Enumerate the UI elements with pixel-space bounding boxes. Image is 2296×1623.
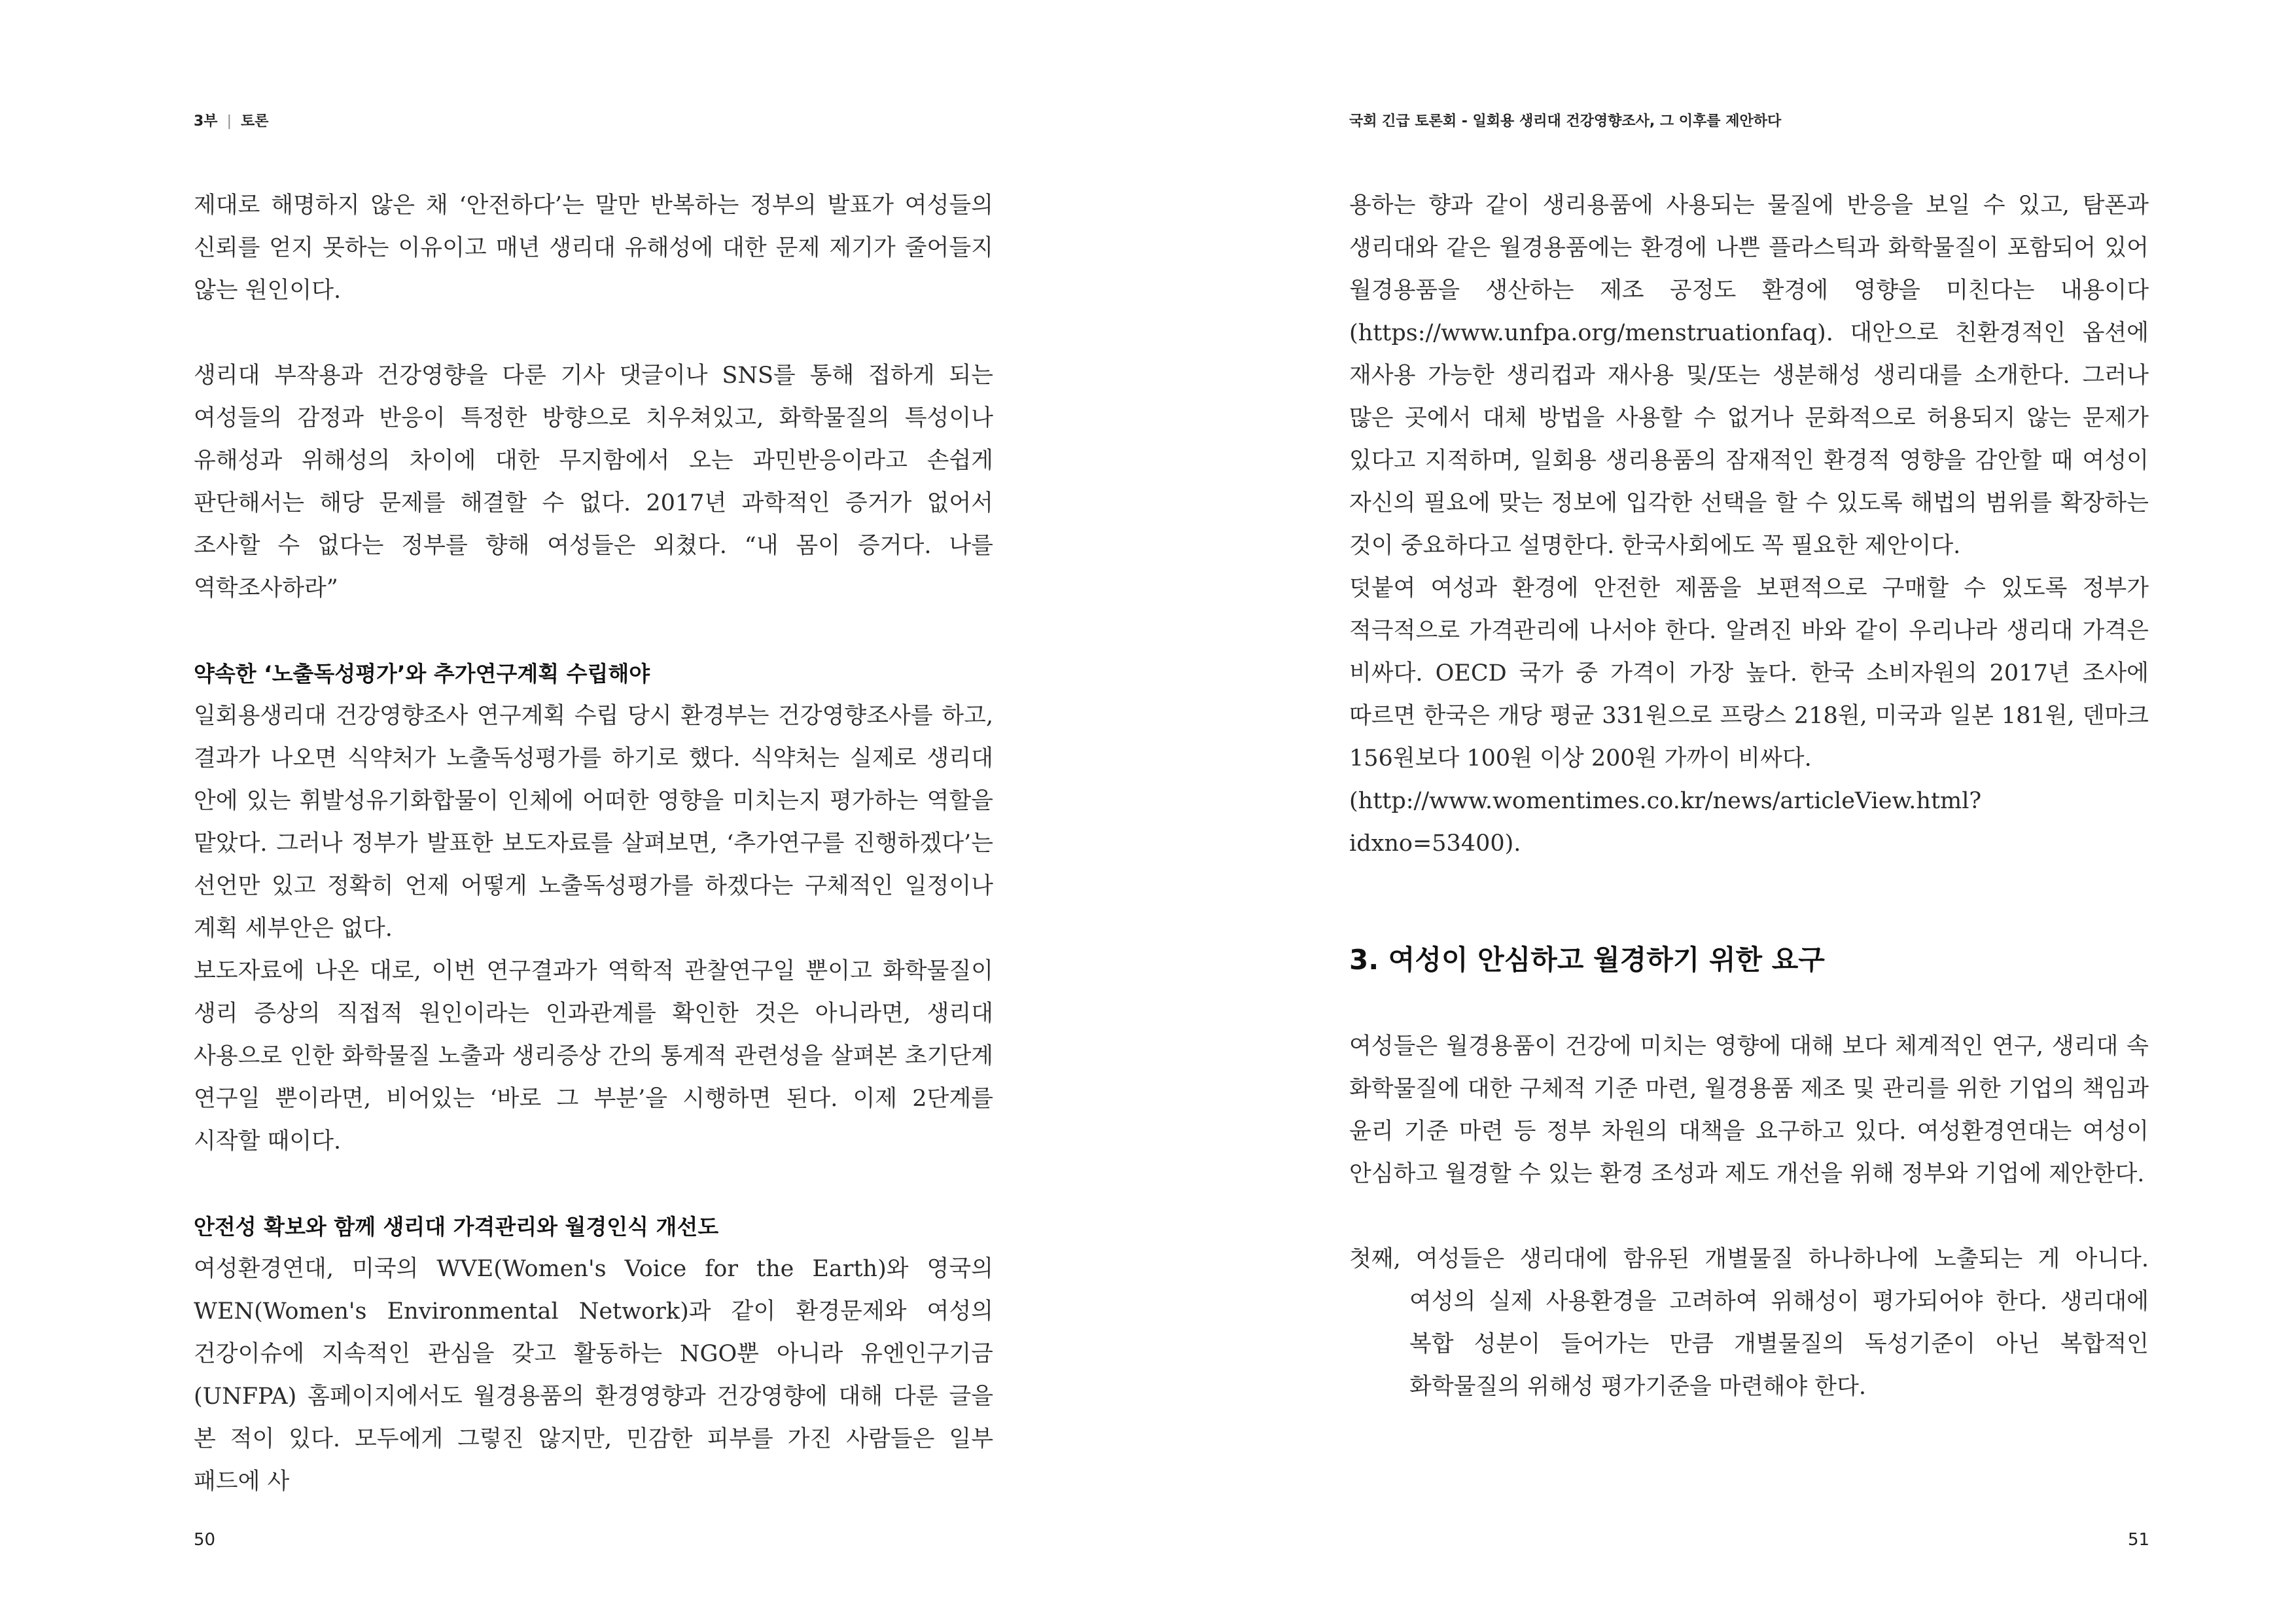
paragraph-spacer <box>1349 986 2149 1026</box>
paragraph-spacer <box>194 1163 993 1205</box>
running-head-part: 3부 <box>194 113 218 130</box>
paragraph: 여성들은 월경용품이 건강에 미치는 영향에 대해 보다 체계적인 연구, 생리대 속 화학물질에 대한 구체적 기준 마련, 월경용품 제조 및 관리를 위한 기업의 책임과 윤리 기준 마련 등 정부 차원의 대책을 요구하고 있다. 여성환경연대는 여성이 안심하고 월경할 수 있는 환경 조성과 제도 개선을 위해 정부와 기업에 제안한다. <box>1349 1033 2149 1187</box>
paragraph-spacer <box>194 312 993 355</box>
section-title: 3. 여성이 안심하고 월경하기 위한 요구 <box>1349 944 1825 976</box>
running-head-divider: | <box>226 113 232 130</box>
left-page-body <box>194 185 993 1503</box>
paragraph: 제대로 해명하지 않은 채 ‘안전하다’는 말만 반복하는 정부의 발표가 여성들의 신뢰를 얻지 못하는 이유이고 매년 생리대 유해성에 대한 문제 제기가 줄어들지 않는 원인이다. <box>194 192 993 304</box>
subheading: 안전성 확보와 함께 생리대 가격관리와 월경인식 개선도 <box>194 1214 719 1240</box>
paragraph-spacer <box>194 610 993 652</box>
paragraph: 용하는 향과 같이 생리용품에 사용되는 물질에 반응을 보일 수 있고, 탐폰과 생리대와 같은 월경용품에는 환경에 나쁜 플라스틱과 화학물질이 포함되어 있어 월경용품을 생산하는 제조 공정도 환경에 영향을 미친다는 내용이다(https://www.unfpa.org/menstruationfaq). 대안으로 친환경적인 옵션에 재사용 가능한 생리컵과 재사용 및/또는 생분해성 생리대를 소개한다. 그러나 많은 곳에서 대체 방법을 사용할 수 없거나 문화적으로 허용되지 않는 문제가 있다고 지적하며, 일회용 생리용품의 잠재적인 환경적 영향을 감안할 때 여성이 자신의 필요에 맞는 정보에 입각한 선택을 할 수 있도록 해법의 범위를 확장하는 것이 중요하다고 설명한다. 한국사회에도 꼭 필요한 제안이다. <box>1349 192 2149 559</box>
paragraph: 생리대 부작용과 건강영향을 다룬 기사 댓글이나 SNS를 통해 접하게 되는 여성들의 감정과 반응이 특정한 방향으로 치우쳐있고, 화학물질의 특성이나 유해성과 위해성의 차이에 대한 무지함에서 오는 과민반응이라고 손쉽게 판단해서는 해당 문제를 해결할 수 없다. 2017년 과학적인 증거가 없어서 조사할 수 없다는 정부를 향해 여성들은 외쳤다. “내 몸이 증거다. 나를 역학조사하라” <box>194 363 993 601</box>
paragraph: 보도자료에 나온 대로, 이번 연구결과가 역학적 관찰연구일 뿐이고 화학물질이 생리 증상의 직접적 원인이라는 인과관계를 확인한 것은 아니라면, 생리대 사용으로 인한 화학물질 노출과 생리증상 간의 통계적 관련성을 살펴본 초기단계 연구일 뿐이라면, 비어있는 ‘바로 그 부분’을 시행하면 된다. 이제 2단계를 시작할 때이다. <box>194 958 993 1154</box>
page-number-right: 51 <box>2128 1530 2150 1550</box>
subheading: 약속한 ‘노출독성평가’와 추가연구계획 수립해야 <box>194 661 650 687</box>
url-reference: (http://www.womentimes.co.kr/news/articleView.html?idxno=53400). <box>1349 788 1982 857</box>
paragraph: 일회용생리대 건강영향조사 연구계획 수립 당시 환경부는 건강영향조사를 하고, 결과가 나오면 식약처가 노출독성평가를 하기로 했다. 식약처는 실제로 생리대 안에 있는 휘발성유기화합물이 인체에 어떠한 영향을 미치는지 평가하는 역할을 맡았다. 그러나 정부가 발표한 보도자료를 살펴보면, ‘추가연구를 진행하겠다’는 선언만 있고 정확히 언제 어떻게 노출독성평가를 하겠다는 구체적인 일정이나 계획 세부안은 없다. <box>194 703 993 942</box>
paragraph: 여성환경연대, 미국의 WVE(Women's Voice for the Earth)와 영국의 WEN(Women's Environmental Network)과 같이 환경문제와 여성의 건강이슈에 지속적인 관심을 갖고 활동하는 NGO뿐 아니라 유엔인구기금(UNFPA) 홈페이지에서도 월경용품의 환경영향과 건강영향에 대해 다룬 글을 본 적이 있다. 모두에게 그렇진 않지만, 민감한 피부를 가진 사람들은 일부 패드에 사 <box>194 1256 993 1495</box>
running-head-right: 국회 긴급 토론회 - 일회용 생리대 건강영향조사, 그 이후를 제안하다 <box>1349 113 1782 130</box>
paragraph: 덧붙여 여성과 환경에 안전한 제품을 보편적으로 구매할 수 있도록 정부가 적극적으로 가격관리에 나서야 한다. 알려진 바와 같이 우리나라 생리대 가격은 비싸다. OECD 국가 중 가격이 가장 높다. 한국 소비자원의 2017년 조사에 따르면 한국은 개당 평균 331원으로 프랑스 218원, 미국과 일본 181원, 덴마크 156원보다 100원 이상 200원 가까이 비싸다. <box>1349 575 2149 772</box>
running-head-left <box>194 110 269 130</box>
page-number-left: 50 <box>194 1530 216 1550</box>
paragraph-spacer <box>1349 865 2149 908</box>
list-item: 첫째, 여성들은 생리대에 함유된 개별물질 하나하나에 노출되는 게 아니다. 여성의 실제 사용환경을 고려하여 위해성이 평가되어야 한다. 생리대에 복합 성분이 들어가는 만큼 개별물질의 독성기준이 아닌 복합적인 화학물질의 위해성 평가기준을 마련해야 한다. <box>1349 1246 2149 1400</box>
paragraph-spacer <box>1349 908 2149 934</box>
paragraph-spacer <box>1349 1196 2149 1238</box>
right-page-body <box>1349 185 2149 1408</box>
running-head-section: 토론 <box>240 113 269 130</box>
